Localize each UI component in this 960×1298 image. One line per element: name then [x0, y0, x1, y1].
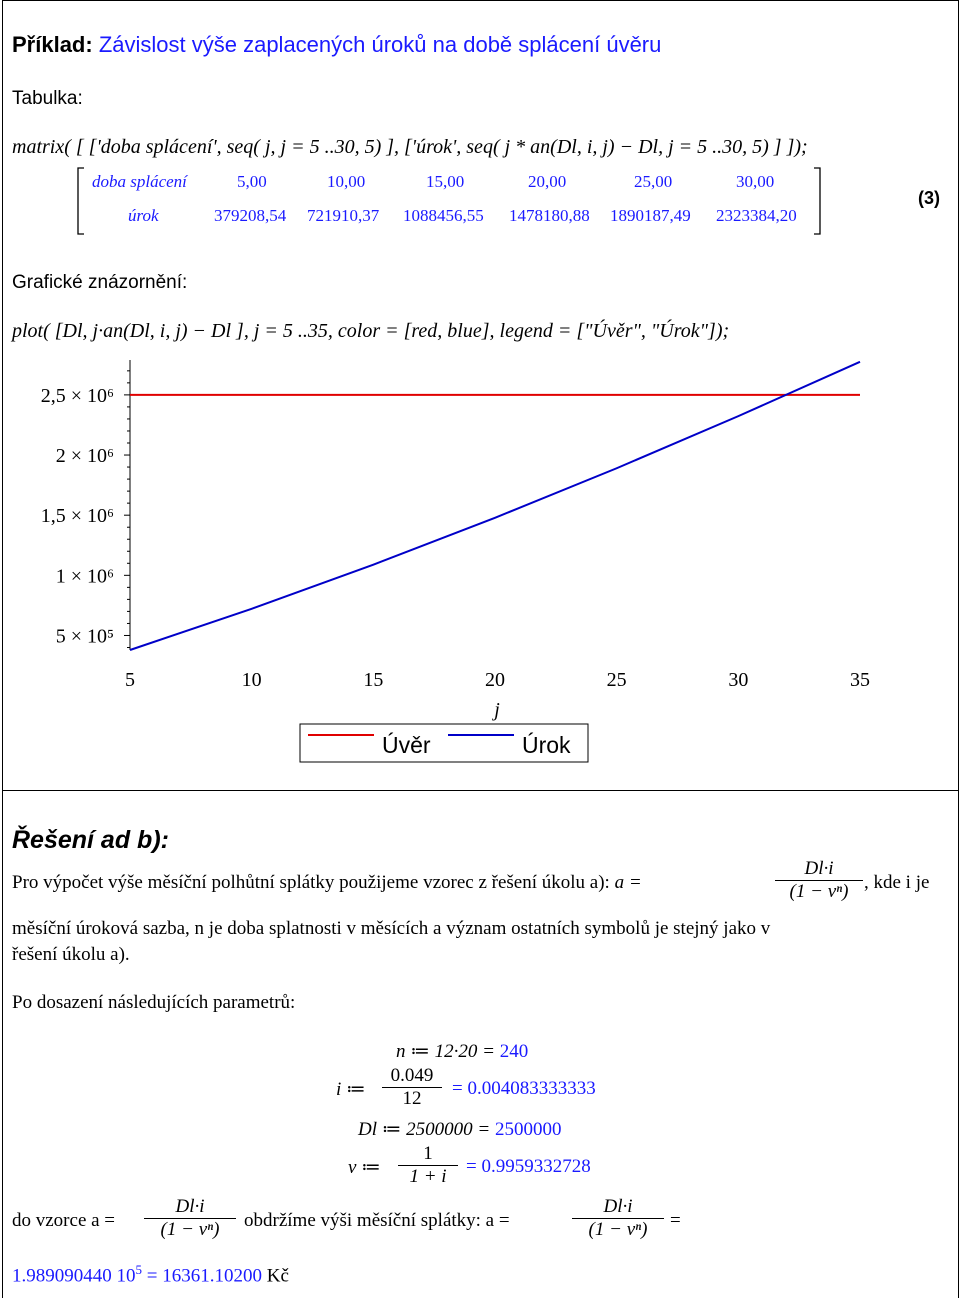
matrix-cell: 379208,54: [214, 206, 287, 225]
matrix-cell: 721910,37: [307, 206, 380, 225]
matrix-command[interactable]: matrix( [ ['doba splácení', seq( j, j = 5 ..30, 5) ], ['úrok', seq( j * an(Dl, i, j) − Dl, j = 5 ..30, 5) ] ]);: [12, 136, 808, 158]
i-numerator: 0.049: [390, 1065, 434, 1086]
i-value: = 0.004083333333: [452, 1078, 596, 1099]
tabulka-label: Tabulka:: [12, 88, 83, 109]
v-denominator: 1 + i: [398, 1165, 458, 1188]
plot-command[interactable]: plot( [Dl, j·an(Dl, i, j) − Dl ], j = 5 ..35, color = [red, blue], legend = ["Úvěr", "Úrok"]);: [12, 320, 730, 342]
matrix-row2-label: úrok: [128, 206, 159, 225]
v-value: = 0.9959332728: [466, 1156, 591, 1177]
last-equals: =: [670, 1210, 681, 1231]
matrix-cell: 5,00: [237, 172, 267, 191]
x-tick-label: 20: [485, 669, 505, 691]
x-tick-label: 25: [606, 669, 627, 691]
matrix-cell: 15,00: [426, 172, 465, 191]
legend-label-urok: Úrok: [522, 732, 571, 758]
i-lhs: i ≔: [336, 1079, 366, 1100]
para1: [12, 872, 642, 894]
legend-label-uver: Úvěr: [382, 732, 431, 758]
n-assignment: [396, 1040, 528, 1063]
matrix-cell: 1478180,88: [509, 206, 590, 225]
solution-heading: Řešení ad b):: [12, 826, 169, 854]
matrix-cell: 2323384,20: [716, 206, 797, 225]
n-value: 240: [499, 1041, 529, 1062]
formula-fraction: [775, 858, 863, 903]
v-fraction: [398, 1143, 458, 1188]
dl-value: 2500000: [494, 1119, 562, 1140]
matrix-cell: 30,00: [736, 172, 775, 191]
i-fraction: [382, 1065, 442, 1110]
last-denominator-1: (1 − vⁿ): [144, 1218, 236, 1241]
x-tick-label: 10: [241, 669, 262, 691]
result-unit: Kč: [266, 1265, 289, 1287]
matrix-cell: 1088456,55: [403, 206, 484, 225]
last-fraction-2: [572, 1196, 664, 1241]
x-tick-label: 5: [125, 669, 135, 691]
series-line-urok: [130, 362, 860, 650]
result-mantissa: 1.989090440 10: [12, 1265, 136, 1287]
y-tick-label: 1,5 × 10⁶: [40, 505, 114, 528]
x-tick-label: 35: [850, 669, 870, 691]
result-line: [12, 1262, 289, 1287]
v-numerator: 1: [423, 1143, 433, 1164]
matrix-cell: 20,00: [528, 172, 567, 191]
i-denominator: 12: [382, 1087, 442, 1110]
y-tick-label: 5 × 10⁵: [55, 625, 114, 648]
result-value: = 16361.10200: [146, 1265, 262, 1287]
x-axis-label: j: [494, 699, 500, 721]
last-denominator-2: (1 − vⁿ): [572, 1218, 664, 1241]
para1-end: , kde i je: [864, 872, 930, 893]
para4: Po dosazení následujících parametrů:: [12, 992, 296, 1013]
para2: měsíční úroková sazba, n je doba splatnosti v měsících a význam ostatních symbolů je stejný jako v: [12, 918, 771, 939]
dl-lhs: Dl ≔ 2500000 =: [358, 1119, 491, 1140]
v-lhs: v ≔: [348, 1157, 381, 1178]
graf-label: Grafické znázornění:: [12, 272, 188, 293]
dl-assignment: [358, 1118, 561, 1141]
last-numerator-1: Dl·i: [175, 1196, 205, 1217]
n-lhs: n ≔ 12·20 =: [396, 1041, 495, 1062]
para3: řešení úkolu a).: [12, 944, 130, 965]
para1-text: Pro výpočet výše měsíční polhůtní splátky použijeme vzorec z řešení úkolu a):: [12, 872, 615, 893]
example-title: [12, 32, 661, 58]
example-prefix: Příklad:: [12, 32, 93, 57]
example-heading: Závislost výše zaplacených úroků na době splácení úvěru: [98, 32, 662, 57]
last-line-a: do vzorce a =: [12, 1210, 116, 1231]
matrix-cell: 25,00: [634, 172, 673, 191]
plot-chart: [0, 350, 960, 770]
matrix-row1-label: doba splácení: [92, 172, 187, 191]
last-line-b: obdržíme výši měsíční splátky: a =: [244, 1210, 510, 1231]
x-tick-label: 15: [363, 669, 384, 691]
last-numerator-2: Dl·i: [603, 1196, 633, 1217]
formula-denominator: (1 − vⁿ): [775, 880, 863, 903]
formula-numerator: Dl·i: [804, 858, 834, 879]
result-exponent: 5: [135, 1262, 142, 1277]
y-tick-label: 1 × 10⁶: [55, 565, 114, 588]
y-tick-label: 2 × 10⁶: [55, 445, 114, 468]
x-tick-label: 30: [728, 669, 749, 691]
matrix-cell: 10,00: [327, 172, 366, 191]
last-fraction-1: [144, 1196, 236, 1241]
formula-lhs: a =: [614, 872, 642, 893]
matrix-cell: 1890187,49: [610, 206, 691, 225]
y-tick-label: 2,5 × 10⁶: [40, 384, 114, 407]
equation-label: (3): [918, 188, 940, 208]
